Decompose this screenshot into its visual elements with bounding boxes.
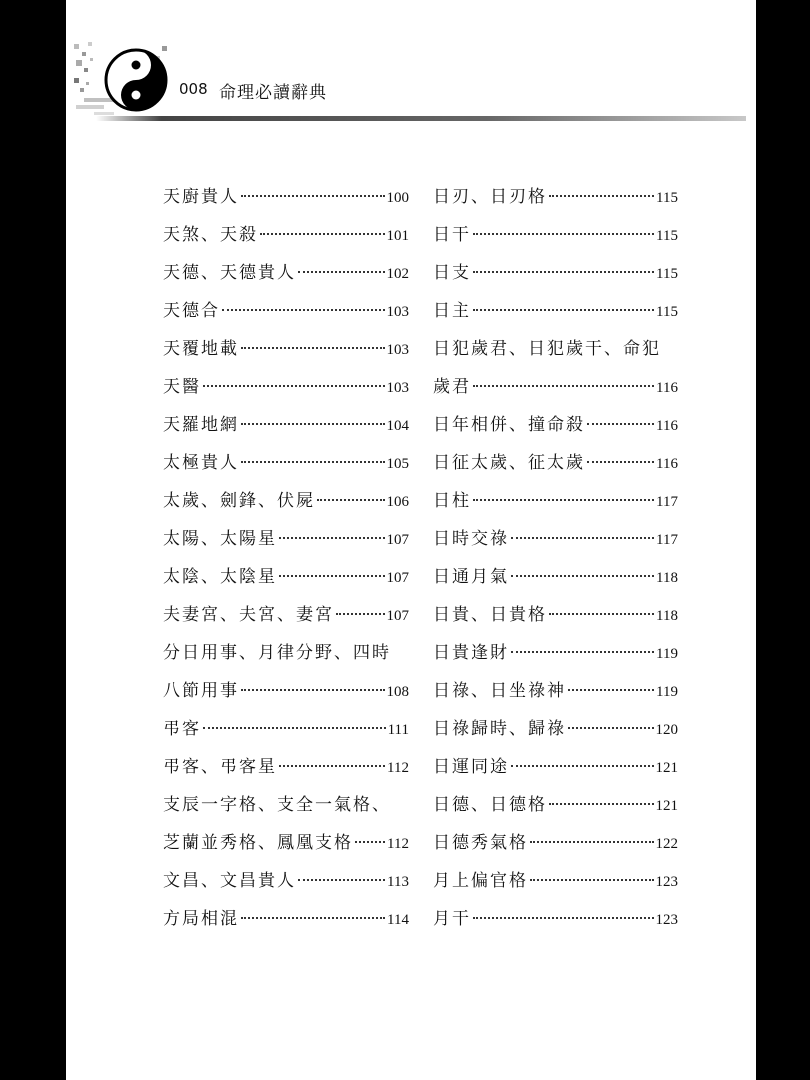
toc-entry-label: 方局相混 bbox=[163, 909, 239, 929]
toc-entry bbox=[163, 786, 409, 824]
toc-entry bbox=[433, 330, 678, 368]
dot-leader bbox=[511, 765, 654, 767]
toc-entry bbox=[163, 900, 409, 938]
toc-entry-label: 八節用事 bbox=[163, 681, 239, 701]
dot-leader bbox=[587, 423, 654, 425]
toc-entry bbox=[163, 558, 409, 596]
toc-entry bbox=[433, 824, 678, 862]
toc-entry-label: 芝蘭並秀格、鳳凰支格 bbox=[163, 833, 353, 853]
dot-leader bbox=[317, 499, 385, 501]
toc-entry-page: 123 bbox=[655, 874, 678, 890]
toc-entry-page: 120 bbox=[655, 722, 678, 738]
dot-leader bbox=[568, 727, 654, 729]
toc-entry-label: 天廚貴人 bbox=[163, 187, 239, 207]
toc-entry-page: 112 bbox=[387, 760, 409, 776]
dot-leader bbox=[241, 347, 385, 349]
toc-entry-label: 支辰一字格、支全一氣格、 bbox=[163, 795, 391, 815]
toc-entry-page: 106 bbox=[386, 494, 409, 510]
toc-entry bbox=[433, 368, 678, 406]
toc-entry bbox=[163, 216, 409, 254]
toc-entry bbox=[433, 254, 678, 292]
header-rule bbox=[96, 116, 746, 121]
yin-yang-logo bbox=[72, 38, 168, 122]
toc-entry-label: 月干 bbox=[433, 909, 471, 929]
toc-entry-label: 月上偏官格 bbox=[433, 871, 528, 891]
toc-entry-page: 114 bbox=[387, 912, 409, 928]
toc-entry-page: 123 bbox=[655, 912, 678, 928]
dot-leader bbox=[473, 233, 654, 235]
toc-entry-page: 116 bbox=[656, 456, 678, 472]
toc-entry bbox=[163, 824, 409, 862]
toc-entry-label: 日德、日德格 bbox=[433, 795, 547, 815]
toc-entry-page: 115 bbox=[656, 304, 678, 320]
toc-entry bbox=[433, 634, 678, 672]
toc-entry-label: 日通月氣 bbox=[433, 567, 509, 587]
toc-entry-label: 日德秀氣格 bbox=[433, 833, 528, 853]
toc-entry-page: 107 bbox=[386, 608, 409, 624]
toc-entry bbox=[163, 596, 409, 634]
page-number: 008 bbox=[179, 80, 208, 98]
dot-leader bbox=[241, 423, 385, 425]
toc-entry-page: 108 bbox=[386, 684, 409, 700]
toc-entry-label: 日干 bbox=[433, 225, 471, 245]
toc-entry-page: 103 bbox=[386, 380, 409, 396]
toc-entry-page: 105 bbox=[386, 456, 409, 472]
toc-entry-label: 日運同途 bbox=[433, 757, 509, 777]
dot-leader bbox=[336, 613, 385, 615]
dot-leader bbox=[473, 271, 654, 273]
toc-entry-label: 日柱 bbox=[433, 491, 471, 511]
toc-entry bbox=[433, 558, 678, 596]
toc-entry bbox=[433, 406, 678, 444]
toc-entry bbox=[433, 596, 678, 634]
toc-entry bbox=[163, 520, 409, 558]
dot-leader bbox=[279, 537, 385, 539]
toc-entry bbox=[433, 216, 678, 254]
dot-leader bbox=[473, 917, 654, 919]
dot-leader bbox=[203, 727, 386, 729]
dot-leader bbox=[530, 841, 654, 843]
toc-entry-label: 文昌、文昌貴人 bbox=[163, 871, 296, 891]
toc-entry-page: 101 bbox=[386, 228, 409, 244]
toc-entry-label: 日犯歲君、日犯歲干、命犯 bbox=[433, 339, 661, 359]
toc-entry-label: 弔客、弔客星 bbox=[163, 757, 277, 777]
toc-entry bbox=[433, 900, 678, 938]
toc-entry-page: 103 bbox=[386, 304, 409, 320]
toc-entry-label: 日年相併、撞命殺 bbox=[433, 415, 585, 435]
toc-entry-page: 121 bbox=[655, 798, 678, 814]
toc-entry-label: 日祿、日坐祿神 bbox=[433, 681, 566, 701]
dot-leader bbox=[511, 537, 654, 539]
toc-entry-label: 日貴逢財 bbox=[433, 643, 509, 663]
toc-entry bbox=[163, 862, 409, 900]
toc-entry-page: 113 bbox=[387, 874, 409, 890]
dot-leader bbox=[298, 271, 385, 273]
toc-entry bbox=[163, 748, 409, 786]
toc-entry bbox=[163, 178, 409, 216]
toc-entry-label: 日時交祿 bbox=[433, 529, 509, 549]
toc-entry-page: 104 bbox=[386, 418, 409, 434]
toc-entry bbox=[163, 444, 409, 482]
toc-entry-page: 115 bbox=[656, 190, 678, 206]
toc-entry-label: 日支 bbox=[433, 263, 471, 283]
toc-entry bbox=[433, 672, 678, 710]
toc-entry-page: 100 bbox=[386, 190, 409, 206]
dot-leader bbox=[241, 461, 385, 463]
dot-leader bbox=[549, 195, 654, 197]
toc-entry-page: 119 bbox=[656, 646, 678, 662]
toc-entry bbox=[433, 710, 678, 748]
toc-entry-label: 太陰、太陰星 bbox=[163, 567, 277, 587]
dot-leader bbox=[549, 803, 654, 805]
toc-entry bbox=[433, 520, 678, 558]
toc-entry bbox=[163, 710, 409, 748]
dot-leader bbox=[549, 613, 654, 615]
book-title: 命理必讀辭典 bbox=[219, 83, 327, 103]
toc-entry bbox=[433, 482, 678, 520]
book-page bbox=[66, 0, 756, 1080]
toc-entry-label: 天德合 bbox=[163, 301, 220, 321]
dot-leader bbox=[241, 195, 385, 197]
toc-entry-page: 116 bbox=[656, 418, 678, 434]
toc-entry bbox=[433, 178, 678, 216]
toc-entry-label: 太歲、劍鋒、伏屍 bbox=[163, 491, 315, 511]
dot-leader bbox=[511, 575, 654, 577]
dot-leader bbox=[203, 385, 385, 387]
toc-entry-label: 天煞、天殺 bbox=[163, 225, 258, 245]
dot-leader bbox=[279, 765, 385, 767]
toc-entry-page: 116 bbox=[656, 380, 678, 396]
dot-leader bbox=[473, 499, 654, 501]
toc-entry-label: 夫妻宮、夫宮、妻宮 bbox=[163, 605, 334, 625]
dot-leader bbox=[298, 879, 385, 881]
toc-entry-label: 日貴、日貴格 bbox=[433, 605, 547, 625]
toc-entry-page: 107 bbox=[386, 570, 409, 586]
toc-entry-label: 日祿歸時、歸祿 bbox=[433, 719, 566, 739]
toc-entry-page: 117 bbox=[656, 532, 678, 548]
toc-entry-label: 天德、天德貴人 bbox=[163, 263, 296, 283]
toc-entry-label: 弔客 bbox=[163, 719, 201, 739]
toc-entry bbox=[163, 672, 409, 710]
toc-entry bbox=[433, 748, 678, 786]
toc-entry bbox=[433, 786, 678, 824]
dot-leader bbox=[473, 385, 654, 387]
toc-entry-label: 天覆地載 bbox=[163, 339, 239, 359]
dot-leader bbox=[241, 917, 385, 919]
toc-entry bbox=[163, 634, 409, 672]
toc-entry-page: 112 bbox=[387, 836, 409, 852]
toc-entry bbox=[433, 292, 678, 330]
toc-entry bbox=[433, 862, 678, 900]
dot-leader bbox=[568, 689, 654, 691]
dot-leader bbox=[587, 461, 654, 463]
toc-entry-label: 日刃、日刃格 bbox=[433, 187, 547, 207]
toc-entry-page: 103 bbox=[386, 342, 409, 358]
toc-entry-page: 102 bbox=[386, 266, 409, 282]
dot-leader bbox=[260, 233, 385, 235]
dot-leader bbox=[355, 841, 385, 843]
dot-leader bbox=[530, 879, 654, 881]
dot-leader bbox=[279, 575, 385, 577]
dot-leader bbox=[222, 309, 385, 311]
toc-entry bbox=[163, 254, 409, 292]
toc-entry-page: 107 bbox=[386, 532, 409, 548]
dot-leader bbox=[511, 651, 654, 653]
dot-leader bbox=[473, 309, 654, 311]
toc-column-right bbox=[433, 178, 678, 938]
toc-entry-page: 118 bbox=[656, 608, 678, 624]
toc-entry bbox=[163, 292, 409, 330]
toc-entry-page: 119 bbox=[656, 684, 678, 700]
toc-entry-page: 121 bbox=[655, 760, 678, 776]
toc-entry bbox=[163, 330, 409, 368]
toc-entry-page: 118 bbox=[656, 570, 678, 586]
toc-column-left bbox=[163, 178, 409, 938]
toc-entry bbox=[433, 444, 678, 482]
toc-entry-page: 117 bbox=[656, 494, 678, 510]
toc-entry-label: 日征太歲、征太歲 bbox=[433, 453, 585, 473]
dot-leader bbox=[241, 689, 385, 691]
toc-entry bbox=[163, 368, 409, 406]
toc-entry-label: 日主 bbox=[433, 301, 471, 321]
toc-entry-label: 太極貴人 bbox=[163, 453, 239, 473]
toc-entry-page: 111 bbox=[387, 722, 409, 738]
toc-entry-label: 歲君 bbox=[433, 377, 471, 397]
toc-entry bbox=[163, 482, 409, 520]
toc-entry-label: 天醫 bbox=[163, 377, 201, 397]
toc-entry-page: 115 bbox=[656, 228, 678, 244]
toc-entry-page: 115 bbox=[656, 266, 678, 282]
toc-entry-label: 天羅地網 bbox=[163, 415, 239, 435]
toc-entry-page: 122 bbox=[655, 836, 678, 852]
toc-entry-label: 分日用事、月律分野、四時 bbox=[163, 643, 391, 663]
toc-entry bbox=[163, 406, 409, 444]
toc-entry-label: 太陽、太陽星 bbox=[163, 529, 277, 549]
